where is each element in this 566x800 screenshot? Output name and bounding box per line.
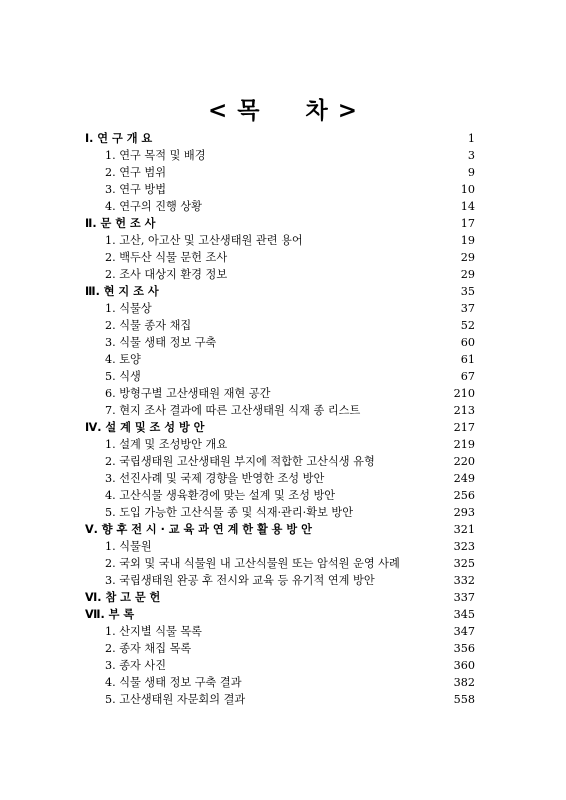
toc-entry-page-number: 219 xyxy=(453,438,475,451)
toc-section-entry xyxy=(85,368,475,385)
toc-entry-page-number: 293 xyxy=(453,506,475,519)
toc-entry-page-number: 337 xyxy=(453,591,475,604)
toc-entry-page-number: 52 xyxy=(460,319,475,332)
toc-section-entry xyxy=(85,555,475,572)
toc-section-entry xyxy=(85,198,475,215)
toc-entry-title: Ⅰ. 연 구 개 요 xyxy=(85,132,153,145)
toc-entry-title: 5. 식생 xyxy=(105,370,141,383)
toc-entry-page-number: 29 xyxy=(460,251,475,264)
toc-section-entry xyxy=(85,181,475,198)
toc-section-entry xyxy=(85,470,475,487)
toc-section-entry xyxy=(85,623,475,640)
toc-entry-title: Ⅱ. 문 헌 조 사 xyxy=(85,217,156,230)
toc-entry-title: 2. 국립생태원 고산생태원 부지에 적합한 고산식생 유형 xyxy=(105,455,375,468)
toc-entry-page-number: 321 xyxy=(453,523,475,536)
toc-section-entry xyxy=(85,572,475,589)
toc-entry-title: 1. 고산, 아고산 및 고산생태원 관련 용어 xyxy=(105,234,303,247)
toc-section-entry xyxy=(85,351,475,368)
toc-entry-page-number: 360 xyxy=(453,659,475,672)
toc-entry-title: 2. 백두산 식물 문헌 조사 xyxy=(105,251,228,264)
toc-section-entry xyxy=(85,385,475,402)
toc-entry-page-number: 1 xyxy=(467,132,475,145)
toc-entry-page-number: 60 xyxy=(460,336,475,349)
toc-entry-title: 3. 연구 방법 xyxy=(105,183,167,196)
toc-entry-page-number: 347 xyxy=(453,625,475,638)
toc-chapter-entry xyxy=(85,283,475,300)
toc-entry-title: 1. 연구 목적 및 배경 xyxy=(105,149,206,162)
toc-entry-title: 1. 식물원 xyxy=(105,540,152,553)
toc-chapter-entry xyxy=(85,130,475,147)
toc-section-entry xyxy=(85,164,475,181)
toc-section-entry xyxy=(85,538,475,555)
toc-section-entry xyxy=(85,147,475,164)
toc-entry-title: 5. 고산생태원 자문회의 결과 xyxy=(105,693,246,706)
toc-entry-page-number: 17 xyxy=(460,217,475,230)
page-title: < 목 차 > xyxy=(207,97,359,124)
toc-entry-page-number: 35 xyxy=(460,285,475,298)
toc-entry-page-number: 323 xyxy=(453,540,475,553)
toc-chapter-entry xyxy=(85,606,475,623)
toc-entry-page-number: 249 xyxy=(453,472,475,485)
toc-section-entry xyxy=(85,640,475,657)
toc-entry-title: Ⅲ. 현 지 조 사 xyxy=(85,285,159,298)
toc-entry-title: Ⅳ. 설 계 및 조 성 방 안 xyxy=(85,421,205,434)
toc-section-entry xyxy=(85,317,475,334)
toc-entry-page-number: 210 xyxy=(453,387,475,400)
toc-entry-title: 4. 토양 xyxy=(105,353,141,366)
toc-entry-page-number: 61 xyxy=(460,353,475,366)
toc-section-entry xyxy=(85,487,475,504)
toc-section-entry xyxy=(85,657,475,674)
toc-entry-page-number: 10 xyxy=(460,183,475,196)
toc-entry-title: 1. 식물상 xyxy=(105,302,152,315)
toc-entry-page-number: 9 xyxy=(467,166,475,179)
toc-entry-title: 1. 산지별 식물 목록 xyxy=(105,625,202,638)
toc-section-entry xyxy=(85,674,475,691)
toc-entry-page-number: 213 xyxy=(453,404,475,417)
toc-section-entry xyxy=(85,436,475,453)
toc-chapter-entry xyxy=(85,589,475,606)
toc-entry-page-number: 37 xyxy=(460,302,475,315)
toc-section-entry xyxy=(85,232,475,249)
toc-entry-title: Ⅴ. 향 후 전 시 · 교 육 과 연 계 한 활 용 방 안 xyxy=(85,523,312,536)
toc-entry-page-number: 345 xyxy=(453,608,475,621)
toc-entry-title: 7. 현지 조사 결과에 따른 고산생태원 식재 종 리스트 xyxy=(105,404,361,417)
toc-entry-title: Ⅶ. 부 록 xyxy=(85,608,135,621)
toc-section-entry xyxy=(85,334,475,351)
toc-section-entry xyxy=(85,266,475,283)
toc-entry-page-number: 256 xyxy=(453,489,475,502)
toc-section-entry xyxy=(85,504,475,521)
toc-entry-page-number: 332 xyxy=(453,574,475,587)
toc-section-entry xyxy=(85,402,475,419)
toc-entry-title: 3. 국립생태원 완공 후 전시와 교육 등 유기적 연계 방안 xyxy=(105,574,375,587)
toc-chapter-entry xyxy=(85,521,475,538)
toc-entry-title: 4. 고산식물 생육환경에 맞는 설계 및 조성 방안 xyxy=(105,489,336,502)
toc-entry-page-number: 217 xyxy=(453,421,475,434)
toc-chapter-entry xyxy=(85,215,475,232)
toc-entry-page-number: 3 xyxy=(467,149,475,162)
toc-entry-title: 2. 식물 종자 채집 xyxy=(105,319,192,332)
toc-entry-title: Ⅵ. 참 고 문 헌 xyxy=(85,591,161,604)
toc-entry-page-number: 220 xyxy=(453,455,475,468)
toc-section-entry xyxy=(85,300,475,317)
toc-entry-title: 4. 연구의 진행 상황 xyxy=(105,200,202,213)
table-of-contents xyxy=(85,130,475,708)
toc-entry-title: 3. 식물 생태 정보 구축 xyxy=(105,336,217,349)
toc-section-entry xyxy=(85,249,475,266)
toc-entry-page-number: 29 xyxy=(460,268,475,281)
toc-entry-title: 5. 도입 가능한 고산식물 종 및 식재·관리·확보 방안 xyxy=(105,506,354,519)
toc-section-entry xyxy=(85,691,475,708)
toc-entry-title: 3. 선진사례 및 국제 경향을 반영한 조성 방안 xyxy=(105,472,325,485)
toc-entry-title: 3. 종자 사진 xyxy=(105,659,167,672)
toc-chapter-entry xyxy=(85,419,475,436)
toc-entry-page-number: 19 xyxy=(460,234,475,247)
toc-entry-title: 6. 방형구별 고산생태원 재현 공간 xyxy=(105,387,271,400)
toc-entry-title: 2. 연구 범위 xyxy=(105,166,167,179)
toc-entry-page-number: 67 xyxy=(460,370,475,383)
toc-section-entry xyxy=(85,453,475,470)
toc-entry-page-number: 356 xyxy=(453,642,475,655)
toc-entry-page-number: 382 xyxy=(453,676,475,689)
toc-entry-title: 2. 종자 채집 목록 xyxy=(105,642,192,655)
toc-entry-page-number: 325 xyxy=(453,557,475,570)
toc-entry-title: 2. 국외 및 국내 식물원 내 고산식물원 또는 암석원 운영 사례 xyxy=(105,557,400,570)
toc-entry-title: 4. 식물 생태 정보 구축 결과 xyxy=(105,676,242,689)
toc-entry-title: 2. 조사 대상지 환경 정보 xyxy=(105,268,228,281)
toc-entry-title: 1. 설계 및 조성방안 개요 xyxy=(105,438,228,451)
toc-entry-page-number: 558 xyxy=(453,693,475,706)
toc-entry-page-number: 14 xyxy=(460,200,475,213)
